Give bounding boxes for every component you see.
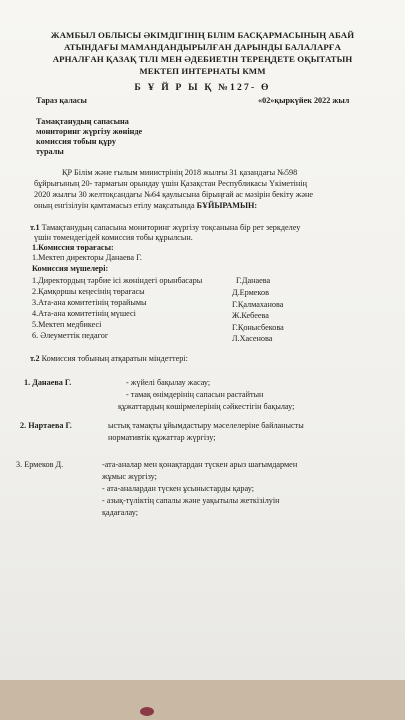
header-line-2: АТЫНДАҒЫ МАМАНДАНДЫРЫЛҒАН ДАРЫНДЫ БАЛАЛАРҒА xyxy=(63,42,342,52)
duty-line: құжаттардың көшірмелерінің сәйкестігін бақылау; xyxy=(118,402,295,411)
chair-name: 1.Мектеп директоры Данаева Г. xyxy=(32,253,142,262)
duty-person: 2. Нартаева Г. xyxy=(20,421,72,430)
member-role: 4.Ата-ана комитетінің мүшесі xyxy=(32,309,136,318)
duty-line: -ата-аналар мен қонақтардан түскен арыз шағымдармен xyxy=(102,460,298,469)
member-name: Г.Қалмаханова xyxy=(232,300,284,309)
point2-number: т.2 xyxy=(30,354,40,363)
duty-person: 3. Ермеков Д. xyxy=(16,460,64,469)
preamble-line-4 xyxy=(34,201,257,211)
member-name: Г.Қонысбекова xyxy=(232,323,284,332)
duty-line: нормативтік құжаттар жүргізу; xyxy=(108,433,216,442)
preamble-line-1: ҚР Білім және ғылым министрінің 2018 жылғы 31 қазандағы №598 xyxy=(62,168,298,177)
duty-person: 1. Данаева Г. xyxy=(24,378,72,387)
point1-line-2: үшін төмендегідей комиссия тобы құрылсын. xyxy=(34,233,193,242)
duty-line: - ата-аналардан түскен ұсыныстарды қарау; xyxy=(102,484,254,493)
subject-line-2: мониторинг жүргізу жөнінде xyxy=(36,127,143,136)
chair-heading: 1.Комиссия төрағасы: xyxy=(32,243,114,252)
member-name: Ж.Кебеева xyxy=(232,311,269,320)
header-line-3: АРНАЛҒАН ҚАЗАҚ ТІЛІ МЕН ӘДЕБИЕТІН ТЕРЕҢДЕТЕ ОҚЫТАТЫН xyxy=(52,54,353,64)
duty-line: қадағалау; xyxy=(102,508,139,517)
header-line-4: МЕКТЕП ИНТЕРНАТЫ КММ xyxy=(139,66,266,76)
point1-number: т.1 xyxy=(30,223,40,232)
duty-line: ыстық тамақты ұйымдастыру мәселелеріне байланысты xyxy=(108,421,304,430)
city: Тараз қаласы xyxy=(36,96,87,105)
duty-line: - азық-түліктің сапалы және уақытылы жеткізілуін xyxy=(102,496,280,505)
header-line-1: ЖАМБЫЛ ОБЛЫСЫ ӘКІМДІГІНІҢ БІЛІМ БАСҚАРМАСЫНЫҢ АБАЙ xyxy=(50,30,355,40)
subject-line-3: комиссия тобын құру xyxy=(36,137,116,146)
subject-line-1: Тамақтанудың сапасына xyxy=(36,117,129,126)
preamble-line-4-text: оның енгізілуін қамтамасыз етілу мақсатында xyxy=(34,201,197,210)
duty-line: - жүйелі бақылау жасау; xyxy=(126,378,211,387)
pen-cap xyxy=(140,707,154,716)
point1-line-1 xyxy=(30,223,300,233)
member-name: Г.Данаева xyxy=(236,276,271,285)
preamble-line-2: бұйрығының 20- тармағын орындау үшін Қазақстан Республикасы Үкіметінің xyxy=(34,179,307,188)
duty-line: - тамақ өнімдерінің сапасын растайтын xyxy=(126,390,264,399)
preamble-line-3: 2020 жылғы 30 желтоқсандағы №64 қаулысына бірыңғай ас мәзірін бекіту және xyxy=(34,190,313,199)
subject-line-4: туралы xyxy=(36,147,64,156)
member-role: 2.Қамқоршы кеңесінің төрағасы xyxy=(32,287,145,296)
point2-heading-text: Комиссия тобының атқаратын міндеттері: xyxy=(39,354,188,363)
table-surface xyxy=(0,680,405,720)
member-name: Л.Хасенова xyxy=(232,334,273,343)
member-name: Д.Ермеков xyxy=(232,288,269,297)
order-title: Б Ұ Й Р Ы Қ №127- Ө xyxy=(134,82,271,93)
member-role: 3.Ата-ана комитетінің төрайымы xyxy=(32,298,147,307)
member-role: 5.Мектеп медбикесі xyxy=(32,320,102,329)
member-role: 1.Директордың тәрбие ісі жөніндегі орынбасары xyxy=(32,276,203,285)
members-heading: Комиссия мүшелері: xyxy=(32,264,109,273)
member-role: 6. Әлеуметтік педагог xyxy=(32,331,109,340)
duty-line: жұмыс жүргізу; xyxy=(102,472,157,481)
point1-text: Тамақтанудың сапасына мониторинг жүргізу тоқсанына бір рет зеркделеу xyxy=(39,223,301,232)
date: «02»қыркүйек 2022 жыл xyxy=(258,96,350,105)
point2-heading xyxy=(30,354,188,364)
preamble-order-word: БҰЙЫРАМЫН: xyxy=(196,201,258,210)
